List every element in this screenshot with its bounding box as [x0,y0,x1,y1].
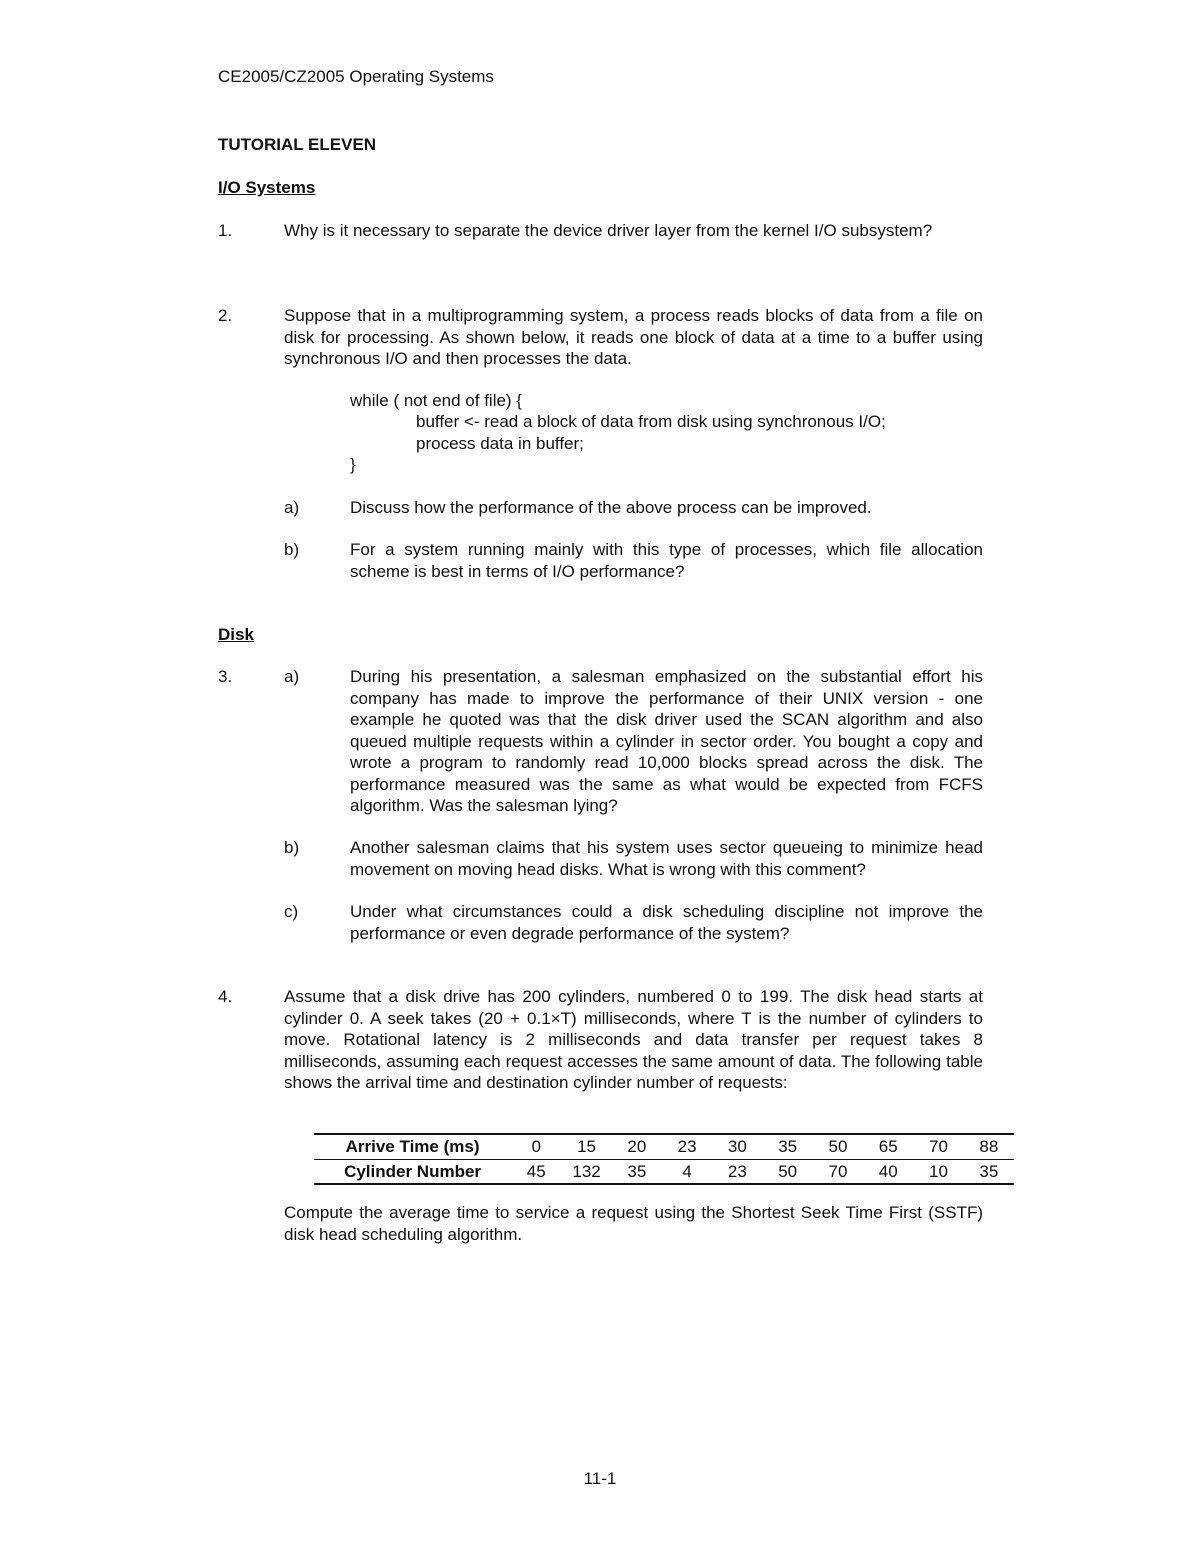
code-line-1: while ( not end of file) { [350,391,522,410]
table-row [314,1159,1014,1184]
table-cell: 35 [964,1159,1014,1184]
question-3c-text: Under what circumstances could a disk scheduling discipline not improve the performance or even degrade performance of the system? [350,902,983,943]
question-3b-text: Another salesman claims that his system uses sector queueing to minimize head movement on moving head disks. What is wrong with this comment? [350,838,983,879]
table-cell: 70 [913,1134,963,1159]
code-line-2: buffer <- read a block of data from disk using synchronous I/O; [416,412,886,431]
table-cell: 15 [561,1134,611,1159]
question-3b-label: b) [284,838,300,857]
section-heading-disk: Disk [218,625,254,644]
table-cell: 23 [712,1159,762,1184]
request-table [314,1133,1014,1185]
question-2a-label: a) [284,498,300,517]
table-cell: 40 [863,1159,913,1184]
course-header: CE2005/CZ2005 Operating Systems [218,67,494,86]
question-2b-label: b) [284,540,300,559]
question-2-number: 2. [218,306,233,325]
table-cell: 50 [813,1134,863,1159]
table-cell: 45 [511,1159,561,1184]
question-2-text: Suppose that in a multiprogramming system, a process reads blocks of data from a file on disk for processing. As shown below, it reads one block of data at a time to a buffer using synchronous I/O and then processes the data. [284,306,983,368]
table-row-header: Arrive Time (ms) [314,1134,511,1159]
question-4-task: Compute the average time to service a request using the Shortest Seek Time First (SSTF) disk head scheduling algorithm. [284,1203,983,1244]
question-3-number: 3. [218,667,233,686]
question-2b-text: For a system running mainly with this type of processes, which file allocation scheme is best in terms of I/O performance? [350,540,983,581]
code-line-3: process data in buffer; [416,434,584,453]
table-cell: 70 [813,1159,863,1184]
table-row-header: Cylinder Number [314,1159,511,1184]
page-number: 11-1 [583,1469,617,1488]
table-cell: 132 [561,1159,611,1184]
table-cell: 35 [612,1159,662,1184]
question-4-text: Assume that a disk drive has 200 cylinders, numbered 0 to 199. The disk head starts at cylinder 0. A seek takes (20 + 0.1×T) milliseconds, where T is the number of cylinders to move. Rotational latency is 2 milliseconds and data transfer per request takes 8 milliseconds, assuming each request accesses the same amount of data. The following table shows the arrival time and destination cylinder number of requests: [284,987,983,1092]
table-row [314,1134,1014,1159]
table-cell: 23 [662,1134,712,1159]
code-line-4: } [350,455,356,474]
question-4-number: 4. [218,987,233,1006]
question-2a-text: Discuss how the performance of the above process can be improved. [350,498,872,517]
question-3a-text: During his presentation, a salesman emphasized on the substantial effort his company has made to improve the performance of their UNIX version - one example he quoted was that the disk driver used the SCAN algorithm and also queued multiple requests within a cylinder in sector order. You bought a copy and wrote a program to randomly read 10,000 blocks spread across the disk. The performance measured was the same as what would be expected from FCFS algorithm. Was the salesman lying? [350,667,983,815]
table-cell: 0 [511,1134,561,1159]
table-cell: 35 [763,1134,813,1159]
tutorial-title: TUTORIAL ELEVEN [218,135,377,154]
question-1-number: 1. [218,221,233,240]
table-cell: 30 [712,1134,762,1159]
table-cell: 4 [662,1159,712,1184]
question-3c-label: c) [284,902,299,921]
table-cell: 88 [964,1134,1014,1159]
table-cell: 20 [612,1134,662,1159]
section-heading-io: I/O Systems [218,178,316,197]
table-cell: 50 [763,1159,813,1184]
table-cell: 65 [863,1134,913,1159]
question-1-text: Why is it necessary to separate the device driver layer from the kernel I/O subsystem? [284,221,933,240]
question-3a-label: a) [284,667,300,686]
table-cell: 10 [913,1159,963,1184]
